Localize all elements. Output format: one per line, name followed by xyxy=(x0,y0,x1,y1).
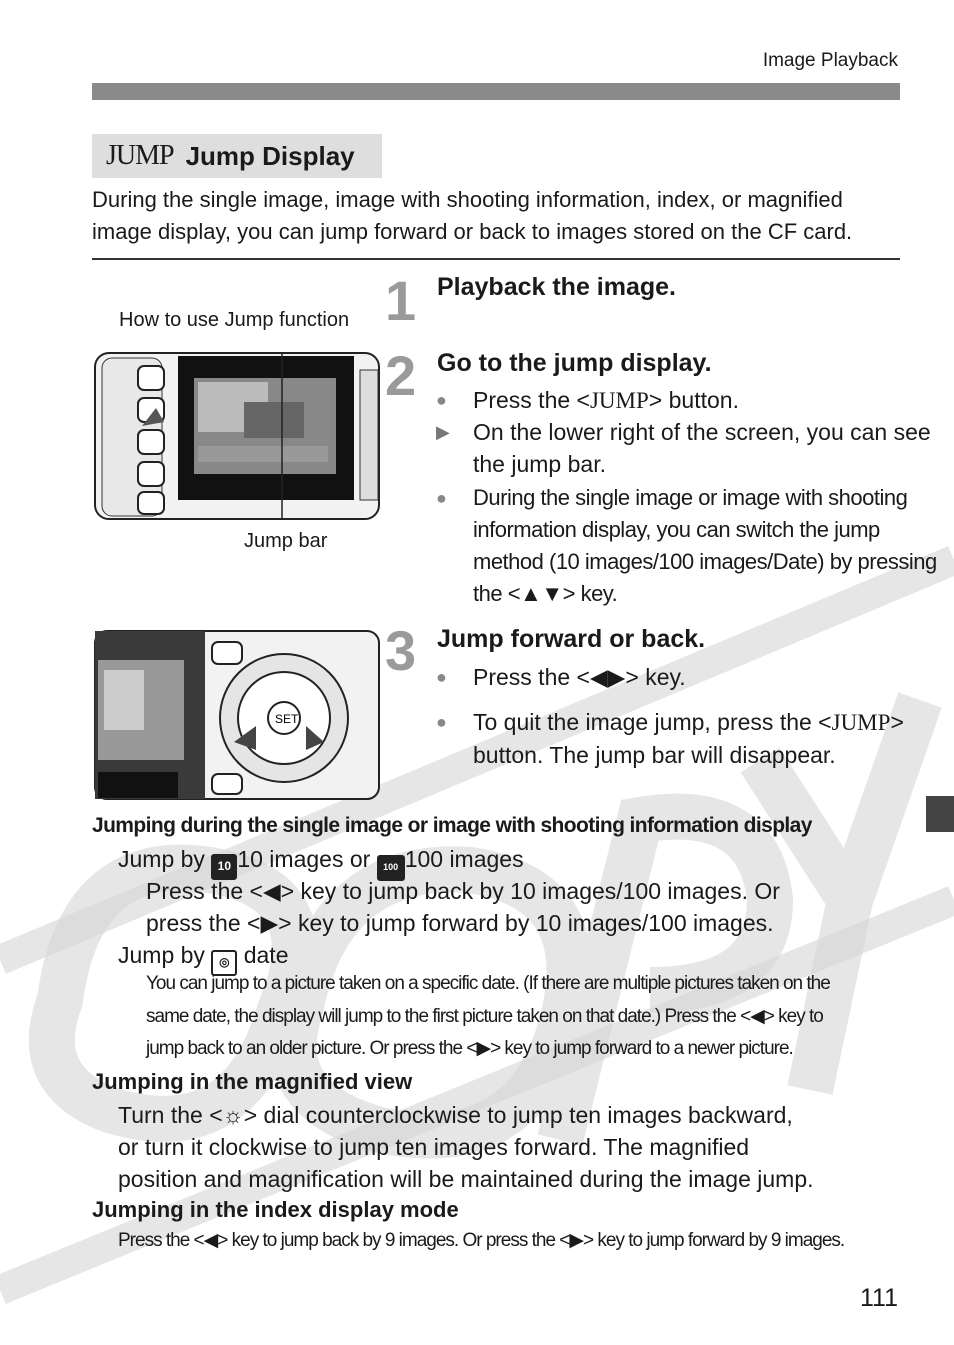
list-item: ▶ On the lower right of the screen, you can see the jump bar. xyxy=(436,416,933,480)
camera-jump-figure xyxy=(94,352,380,520)
figure-bottom-label: Jump bar xyxy=(244,530,328,552)
jump-10-images-icon: 10 xyxy=(211,854,237,880)
magnified-line-2: or turn it clockwise to jump ten images forward. The magnified xyxy=(118,1134,750,1160)
page-number: 111 xyxy=(859,1284,898,1312)
left-key-icon: ◀ xyxy=(203,1230,218,1251)
figure-top-label: How to use Jump function xyxy=(119,309,350,331)
right-key-icon: ▶ xyxy=(476,1038,491,1059)
header-rule xyxy=(92,83,900,100)
bullet-icon: ● xyxy=(436,390,447,410)
magnified-line-3: position and magnification will be maintained during the image jump. xyxy=(118,1166,814,1192)
list-item: ● Press the <JUMP> button. xyxy=(436,384,933,417)
jump-100-images-icon: 100 xyxy=(377,855,405,881)
list-item: ● To quit the image jump, press the <JUMP> button. The jump bar will disappear. xyxy=(436,706,913,771)
left-key-icon: ◀ xyxy=(750,1006,764,1027)
up-down-key-icon: ▲▼ xyxy=(520,581,563,606)
left-right-key-icon: ◀▶ xyxy=(589,664,626,690)
intro-paragraph: During the single image, image with shooting information, index, or magnified image display, you can jump forward or back to images stored on the CF card. xyxy=(92,187,853,244)
section-title-box xyxy=(92,134,382,178)
running-header: Image Playback xyxy=(762,50,898,71)
right-key-icon: ▶ xyxy=(260,910,279,936)
jump-by-date-line: Jump by ◎ date xyxy=(118,939,288,976)
magnified-heading: Jumping in the magnified view xyxy=(92,1069,413,1094)
date-text-1: You can jump to a picture taken on a specific date. (If there are multiple pictures taken on the xyxy=(146,973,830,994)
list-item: ● Press the <◀▶> key. xyxy=(436,661,933,693)
single-image-heading: Jumping during the single image or image with shooting information display xyxy=(92,814,812,837)
bullet-icon: ● xyxy=(436,712,447,732)
bullet-icon: ● xyxy=(436,667,447,687)
svg-text:SET: SET xyxy=(275,712,299,726)
jump-button-icon: JUMP xyxy=(589,388,649,413)
magnified-line-1: Turn the <☼> dial counterclockwise to jump ten images backward, xyxy=(118,1102,793,1128)
index-line: Press the <◀> key to jump back by 9 images. Or press the <▶> key to jump forward by 9 images. xyxy=(118,1230,845,1251)
step-number-1: 1 xyxy=(385,269,417,332)
jump-line-1: Press the <◀> key to jump back by 10 images/100 images. Or xyxy=(146,878,780,904)
jump-button-icon: JUMP xyxy=(831,710,891,735)
date-icon: ◎ xyxy=(211,950,237,976)
jump-button-icon: JUMP xyxy=(106,140,174,171)
camera-dial-figure xyxy=(94,630,380,800)
step-title-1: Playback the image. xyxy=(437,273,677,301)
step-number-2: 2 xyxy=(385,344,417,407)
section-title: Jump Display xyxy=(185,140,355,171)
section-tab-marker xyxy=(926,796,954,832)
step-title-3: Jump forward or back. xyxy=(437,625,706,653)
step-number-3: 3 xyxy=(385,619,417,682)
right-key-icon: ▶ xyxy=(569,1230,584,1251)
index-heading: Jumping in the index display mode xyxy=(92,1197,459,1222)
jump-line-2: press the <▶> key to jump forward by 10 images/100 images. xyxy=(146,910,774,936)
main-dial-icon: ☼ xyxy=(222,1102,244,1128)
bullet-icon: ● xyxy=(436,488,447,508)
step-title-2: Go to the jump display. xyxy=(437,349,712,377)
result-arrow-icon: ▶ xyxy=(436,422,450,442)
jump-by-line: Jump by 10 10 images or 100 100 images xyxy=(118,843,524,881)
list-item: ● During the single image or image with shooting information display, you can switch the jump method (10 images/100 images/Date) by pressing the <▲▼> key. xyxy=(436,482,943,610)
left-key-icon: ◀ xyxy=(262,878,281,904)
divider xyxy=(92,258,900,260)
date-text-3: jump back to an older picture. Or press the <▶> key to jump forward to a newer picture. xyxy=(146,1038,793,1059)
date-text-2: same date, the display will jump to the first picture taken on that date.) Press the <◀> key to xyxy=(146,1006,823,1027)
